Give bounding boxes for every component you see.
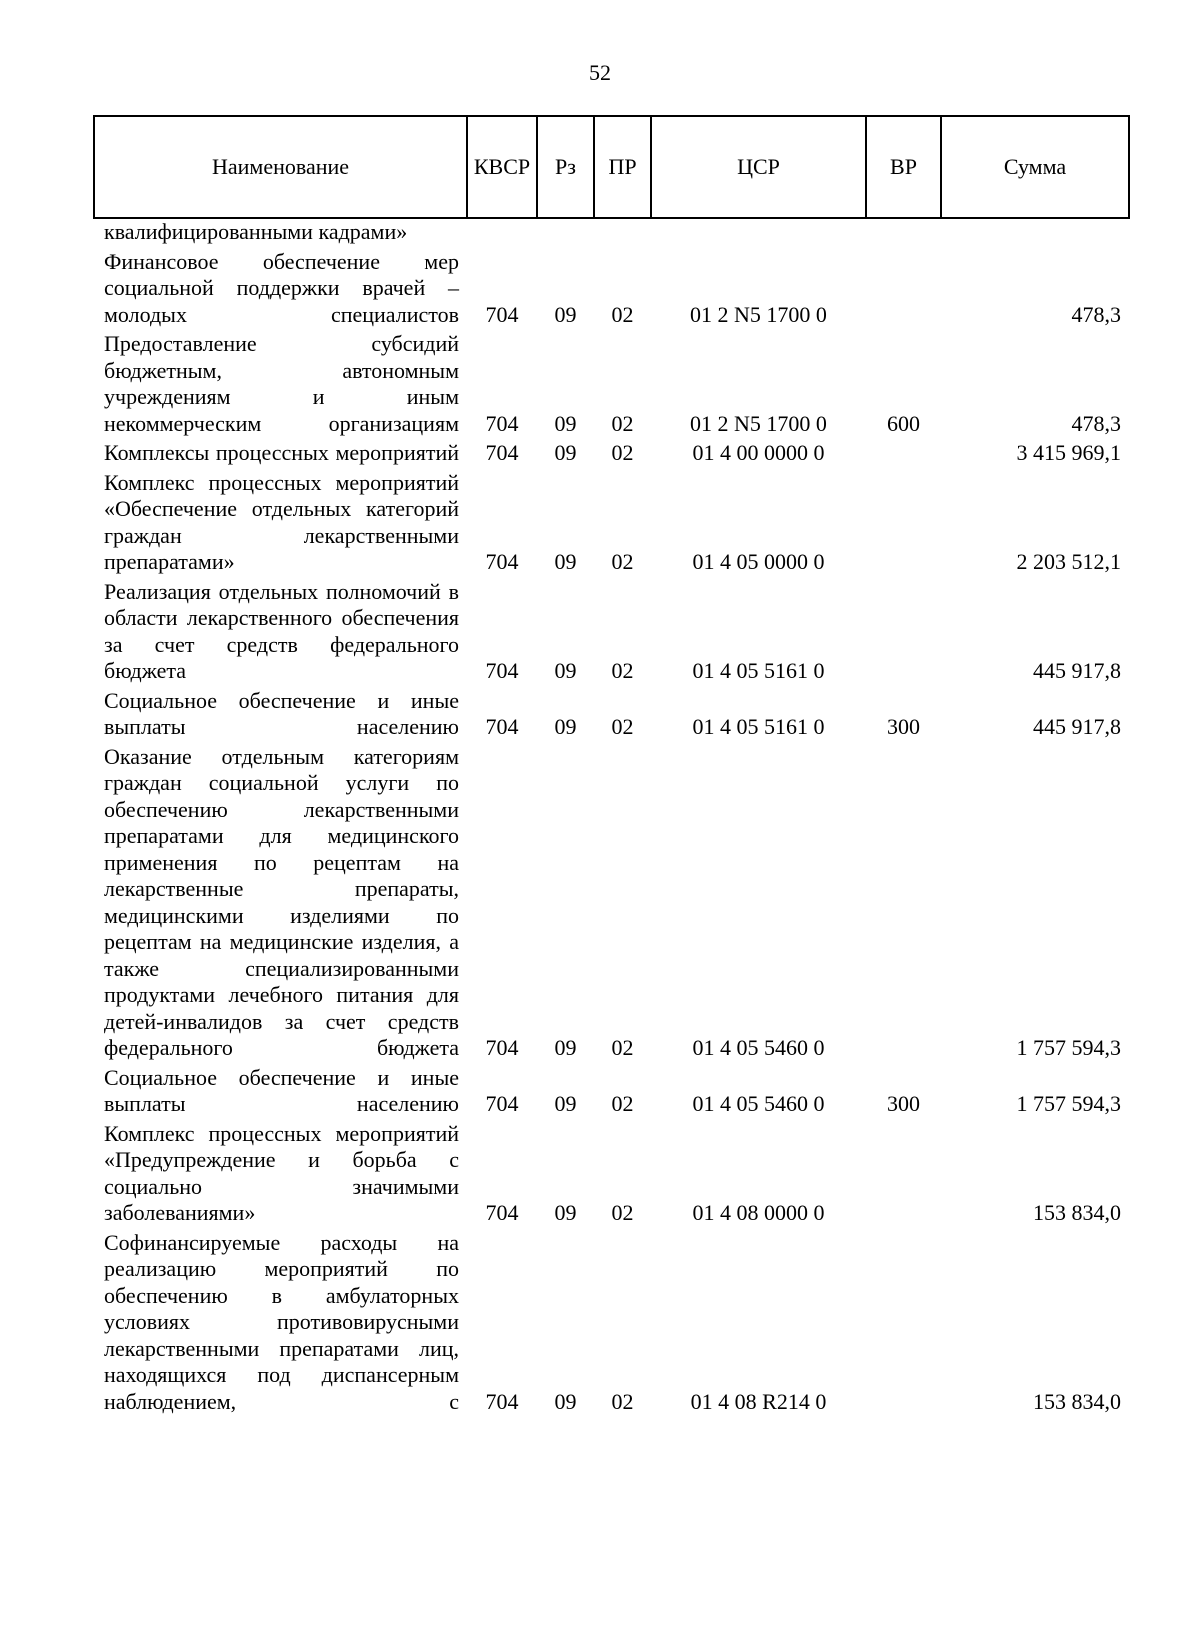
- row-name: Социальное обеспечение и иные выплаты населению: [104, 687, 459, 739]
- row-vr: 300: [887, 1091, 920, 1116]
- row-kvsr: 704: [485, 714, 519, 739]
- row-name: Социальное обеспечение и иные выплаты населению: [104, 1064, 459, 1116]
- header-kvsr: КВСР: [467, 116, 537, 218]
- table-body: [94, 218, 1129, 1418]
- row-rz: 09: [554, 1091, 577, 1116]
- row-pr: 02: [611, 1035, 634, 1060]
- row-vr: [866, 1121, 941, 1230]
- row-name: Финансовое обеспечение мер социальной поддержки врачей – молодых специалистов: [104, 248, 459, 327]
- header-vr: ВР: [866, 116, 941, 218]
- row-rz: 09: [554, 714, 577, 739]
- row-sum: 478,3: [1071, 410, 1121, 436]
- row-kvsr: 704: [485, 440, 519, 465]
- row-name: Комплекс процессных мероприятий «Предупреждение и борьба с социально значимыми заболеваниями»: [104, 1120, 459, 1225]
- row-kvsr: 704: [485, 1200, 519, 1225]
- row-sum: 3 415 969,1: [1016, 440, 1121, 465]
- row-name: Реализация отдельных полномочий в области лекарственного обеспечения за счет средств федерального бюджета: [104, 578, 459, 683]
- table-row: [94, 470, 1129, 579]
- row-kvsr: 704: [485, 301, 519, 327]
- row-csr: 01 4 08 0000 0: [692, 1200, 825, 1225]
- row-sum: 478,3: [1071, 301, 1121, 327]
- header-pr: ПР: [594, 116, 651, 218]
- row-rz: 09: [554, 301, 577, 327]
- table-row: [94, 331, 1129, 440]
- row-kvsr: 704: [485, 1035, 519, 1060]
- row-pr: [594, 218, 651, 249]
- header-csr: ЦСР: [651, 116, 866, 218]
- row-vr: [866, 744, 941, 1065]
- table-row: [94, 744, 1129, 1065]
- row-csr: 01 4 05 5161 0: [692, 714, 825, 739]
- table-row: [94, 1230, 1129, 1419]
- row-pr: 02: [611, 658, 634, 683]
- header-rz: Рз: [537, 116, 594, 218]
- row-pr: 02: [611, 714, 634, 739]
- row-name: квалифицированными кадрами»: [104, 219, 408, 244]
- row-name: Комплексы процессных мероприятий: [104, 440, 459, 465]
- row-sum: [941, 218, 1129, 249]
- row-sum: 2 203 512,1: [1016, 549, 1121, 574]
- row-rz: 09: [554, 658, 577, 683]
- row-vr: [866, 1230, 941, 1419]
- row-csr: 01 2 N5 1700 0: [690, 301, 827, 327]
- row-pr: 02: [611, 440, 634, 465]
- row-sum: 1 757 594,3: [1016, 1091, 1121, 1116]
- table-header: [94, 116, 1129, 218]
- table-row: [94, 1065, 1129, 1121]
- row-name: Оказание отдельным категориям граждан социальной услуги по обеспечению лекарственными препаратами для медицинского применения по рецептам на лекарственные препараты, медицинскими изделиями по рецептам на медицинские изделия, а также специализированными продуктами лечебного питания для детей-инвалидов за счет средств федерального бюджета: [104, 743, 459, 1060]
- row-csr: 01 4 05 5460 0: [692, 1091, 825, 1116]
- row-vr: [866, 579, 941, 688]
- row-rz: 09: [554, 410, 577, 436]
- row-vr: [866, 470, 941, 579]
- row-rz: 09: [554, 1035, 577, 1060]
- row-rz: 09: [554, 549, 577, 574]
- row-rz: 09: [554, 440, 577, 465]
- page-number: 52: [589, 60, 611, 85]
- table-row: [94, 218, 1129, 249]
- table-row: [94, 688, 1129, 744]
- row-kvsr: 704: [485, 658, 519, 683]
- table-row: [94, 249, 1129, 332]
- row-pr: 02: [611, 549, 634, 574]
- row-csr: [651, 218, 866, 249]
- row-name: Софинансируемые расходы на реализацию мероприятий по обеспечению в амбулаторных условиях противовирусными лекарственными препаратами лиц, находящихся под диспансерным наблюдением, с: [104, 1229, 459, 1414]
- row-kvsr: [467, 218, 537, 249]
- row-sum: 445 917,8: [1033, 658, 1121, 683]
- row-sum: 445 917,8: [1033, 714, 1121, 739]
- row-vr: 300: [887, 714, 920, 739]
- row-pr: 02: [611, 1388, 634, 1414]
- row-pr: 02: [611, 301, 634, 327]
- row-vr: [866, 218, 941, 249]
- row-kvsr: 704: [485, 549, 519, 574]
- row-kvsr: 704: [485, 1091, 519, 1116]
- table-row: [94, 1121, 1129, 1230]
- row-kvsr: 704: [485, 1388, 519, 1414]
- row-pr: 02: [611, 410, 634, 436]
- row-rz: 09: [554, 1200, 577, 1225]
- row-sum: 153 834,0: [1033, 1200, 1121, 1225]
- row-rz: 09: [554, 1388, 577, 1414]
- row-csr: 01 4 05 0000 0: [692, 549, 825, 574]
- row-csr: 01 4 00 0000 0: [692, 440, 825, 465]
- header-sum: Сумма: [941, 116, 1129, 218]
- header-name: Наименование: [94, 116, 467, 218]
- row-vr: [866, 440, 941, 470]
- row-pr: 02: [611, 1200, 634, 1225]
- table-row: [94, 579, 1129, 688]
- row-csr: 01 4 05 5161 0: [692, 658, 825, 683]
- table-row: [94, 440, 1129, 470]
- row-kvsr: 704: [485, 410, 519, 436]
- row-name: Комплекс процессных мероприятий «Обеспечение отдельных категорий граждан лекарственными препаратами»: [104, 469, 459, 574]
- row-vr: 600: [887, 410, 920, 436]
- row-sum: 153 834,0: [1033, 1388, 1121, 1414]
- row-csr: 01 4 08 R214 0: [690, 1388, 827, 1414]
- row-name: Предоставление субсидий бюджетным, автономным учреждениям и иным некоммерческим организациям: [104, 331, 459, 436]
- row-sum: 1 757 594,3: [1016, 1035, 1121, 1060]
- row-pr: 02: [611, 1091, 634, 1116]
- budget-table: [93, 115, 1130, 1418]
- row-csr: 01 2 N5 1700 0: [690, 410, 827, 436]
- row-rz: [537, 218, 594, 249]
- row-vr: [866, 249, 941, 332]
- row-csr: 01 4 05 5460 0: [692, 1035, 825, 1060]
